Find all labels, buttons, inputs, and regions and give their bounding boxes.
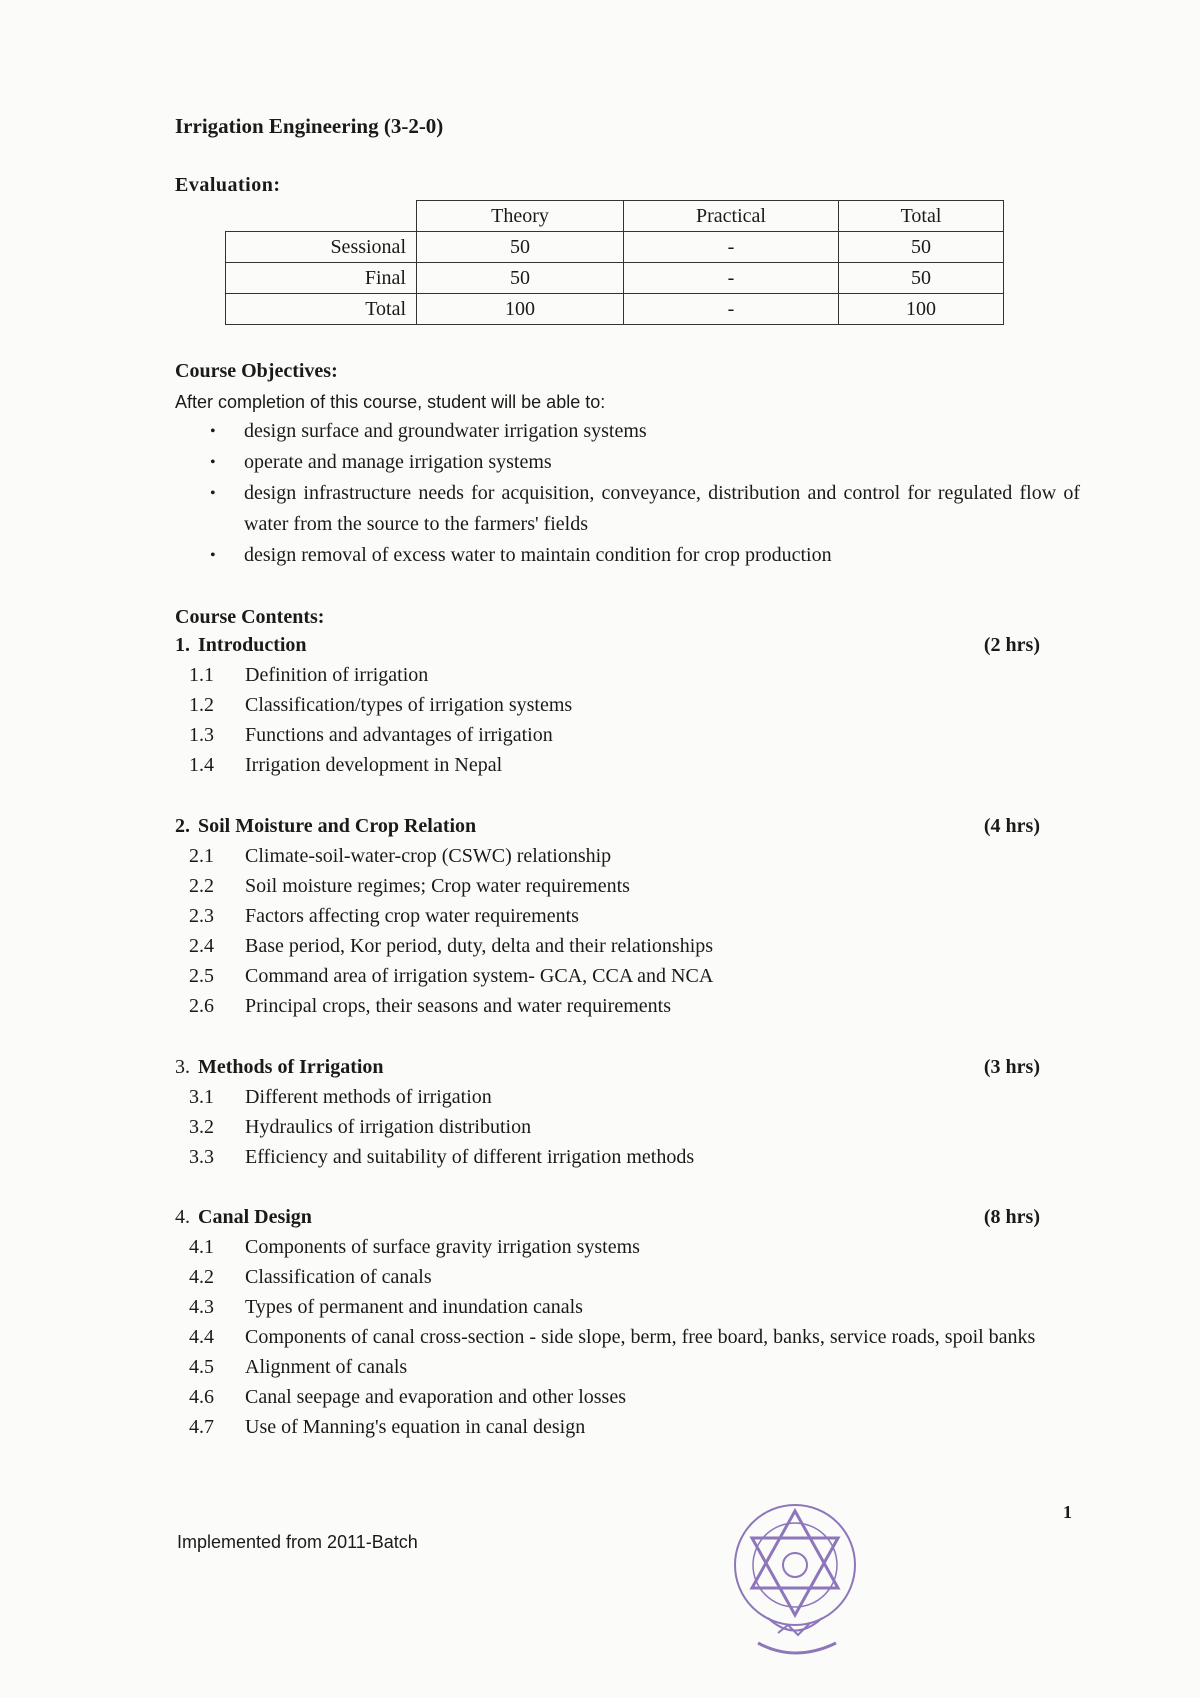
total-cell: 50 — [839, 263, 1004, 294]
content-item — [175, 1412, 1040, 1442]
objective-text: design removal of excess water to maintain condition for crop production — [244, 544, 832, 566]
item-number: 4.2 — [189, 1266, 214, 1288]
item-text: Alignment of canals — [245, 1356, 408, 1378]
content-item — [175, 901, 1040, 931]
section-title: Methods of Irrigation — [198, 1056, 384, 1078]
item-number: 1.2 — [189, 694, 214, 716]
practical-cell: - — [624, 263, 839, 294]
item-number: 1.3 — [189, 724, 214, 746]
content-item — [175, 991, 1040, 1021]
objectives-heading: Course Objectives: — [175, 360, 338, 382]
section-title: Canal Design — [198, 1206, 312, 1228]
course-title: Irrigation Engineering (3-2-0) — [175, 114, 444, 138]
section-title: Introduction — [198, 634, 307, 656]
content-item — [175, 660, 1040, 690]
evaluation-row-total — [226, 294, 1004, 325]
content-item — [175, 1112, 1040, 1142]
section-number: 3. — [175, 1056, 190, 1078]
section-introduction — [175, 630, 1040, 780]
contents-heading: Course Contents: — [175, 606, 325, 628]
item-number: 4.5 — [189, 1356, 214, 1378]
item-number: 4.1 — [189, 1236, 214, 1258]
item-text: Use of Manning's equation in canal design — [245, 1416, 586, 1438]
content-item — [175, 690, 1040, 720]
item-number: 4.3 — [189, 1296, 214, 1318]
section-number: 4. — [175, 1206, 190, 1228]
item-number: 4.4 — [189, 1326, 214, 1348]
item-text: Components of surface gravity irrigation systems — [245, 1236, 640, 1258]
objective-item — [210, 416, 1080, 447]
item-text: Canal seepage and evaporation and other losses — [245, 1386, 626, 1408]
item-number: 1.1 — [189, 664, 214, 686]
item-number: 3.3 — [189, 1146, 214, 1168]
practical-cell: - — [624, 232, 839, 263]
section-hours: (2 hrs) — [983, 634, 1040, 656]
item-text: Components of canal cross-section - side slope, berm, free board, banks, service roads, spoil banks — [245, 1326, 1036, 1348]
content-item — [175, 750, 1040, 780]
content-item — [175, 1382, 1040, 1412]
section-number: 1. — [175, 634, 190, 656]
item-text: Factors affecting crop water requirements — [245, 905, 579, 927]
item-text: Hydraulics of irrigation distribution — [245, 1116, 532, 1138]
objective-text: operate and manage irrigation systems — [244, 451, 552, 473]
total-cell: 100 — [839, 294, 1004, 325]
section-hours: (4 hrs) — [983, 815, 1040, 837]
section-hours: (8 hrs) — [983, 1206, 1040, 1228]
total-cell: 50 — [839, 232, 1004, 263]
page-number: 1 — [1063, 1502, 1072, 1522]
objective-item — [210, 478, 1080, 540]
row-label: Sessional — [226, 232, 417, 263]
item-number: 2.4 — [189, 935, 214, 957]
content-item — [175, 961, 1040, 991]
row-label: Total — [226, 294, 417, 325]
content-item — [175, 841, 1040, 871]
section-canal-design — [175, 1202, 1040, 1442]
implemented-note: Implemented from 2011-Batch — [177, 1532, 418, 1552]
item-text: Irrigation development in Nepal — [245, 754, 503, 776]
item-text: Base period, Kor period, duty, delta and their relationships — [245, 935, 714, 957]
objective-item — [210, 447, 1080, 478]
item-text: Definition of irrigation — [245, 664, 429, 686]
section-title: Soil Moisture and Crop Relation — [198, 815, 477, 837]
content-item — [175, 931, 1040, 961]
bullet-icon: • — [210, 454, 216, 471]
item-text: Command area of irrigation system- GCA, CCA and NCA — [245, 965, 714, 987]
evaluation-header-row — [226, 201, 1004, 232]
theory-cell: 50 — [417, 263, 624, 294]
item-text: Classification of canals — [245, 1266, 432, 1288]
evaluation-row-sessional — [226, 232, 1004, 263]
item-text: Different methods of irrigation — [245, 1086, 492, 1108]
section-header — [175, 1202, 1040, 1232]
item-text: Soil moisture regimes; Crop water requirements — [245, 875, 630, 897]
item-text: Classification/types of irrigation systems — [245, 694, 573, 716]
column-header-total: Total — [839, 201, 1004, 232]
section-number: 2. — [175, 815, 190, 837]
item-number: 3.1 — [189, 1086, 214, 1108]
section-methods-of-irrigation — [175, 1052, 1040, 1172]
content-item — [175, 1352, 1040, 1382]
content-item — [175, 1322, 1040, 1352]
item-number: 1.4 — [189, 754, 214, 776]
content-item — [175, 1262, 1040, 1292]
section-header — [175, 1052, 1040, 1082]
section-hours: (3 hrs) — [983, 1056, 1040, 1078]
objective-text: design surface and groundwater irrigation systems — [244, 420, 647, 442]
bullet-icon: • — [210, 547, 216, 564]
item-number: 3.2 — [189, 1116, 214, 1138]
section-soil-moisture — [175, 811, 1040, 1021]
section-header — [175, 811, 1040, 841]
column-header-practical: Practical — [624, 201, 839, 232]
objective-text: design infrastructure needs for acquisition, conveyance, distribution and control for regulated flow of water from the source to the farmers' fields — [244, 482, 1080, 535]
item-text: Functions and advantages of irrigation — [245, 724, 553, 746]
section-header — [175, 630, 1040, 660]
content-item — [175, 1232, 1040, 1262]
item-text: Principal crops, their seasons and water requirements — [245, 995, 671, 1017]
theory-cell: 50 — [417, 232, 624, 263]
item-number: 2.6 — [189, 995, 214, 1017]
item-text: Efficiency and suitability of different irrigation methods — [245, 1146, 695, 1168]
content-item — [175, 1082, 1040, 1112]
university-seal-stamp — [718, 1493, 873, 1663]
item-number: 4.6 — [189, 1386, 214, 1408]
evaluation-heading: Evaluation: — [175, 174, 281, 196]
item-number: 4.7 — [189, 1416, 214, 1438]
content-item — [175, 871, 1040, 901]
objective-item — [210, 540, 1080, 571]
evaluation-table — [225, 200, 1004, 325]
content-item — [175, 1142, 1040, 1172]
objectives-list — [210, 416, 1080, 571]
item-number: 2.1 — [189, 845, 214, 867]
item-number: 2.3 — [189, 905, 214, 927]
bullet-icon: • — [210, 423, 216, 440]
objectives-intro: After completion of this course, student will be able to: — [175, 392, 606, 412]
evaluation-corner-cell — [226, 201, 417, 232]
item-number: 2.5 — [189, 965, 214, 987]
content-item — [175, 1292, 1040, 1322]
content-item — [175, 720, 1040, 750]
column-header-theory: Theory — [417, 201, 624, 232]
evaluation-row-final — [226, 263, 1004, 294]
item-number: 2.2 — [189, 875, 214, 897]
item-text: Climate-soil-water-crop (CSWC) relationship — [245, 845, 612, 867]
bullet-icon: • — [210, 485, 216, 502]
practical-cell: - — [624, 294, 839, 325]
row-label: Final — [226, 263, 417, 294]
theory-cell: 100 — [417, 294, 624, 325]
item-text: Types of permanent and inundation canals — [245, 1296, 583, 1318]
